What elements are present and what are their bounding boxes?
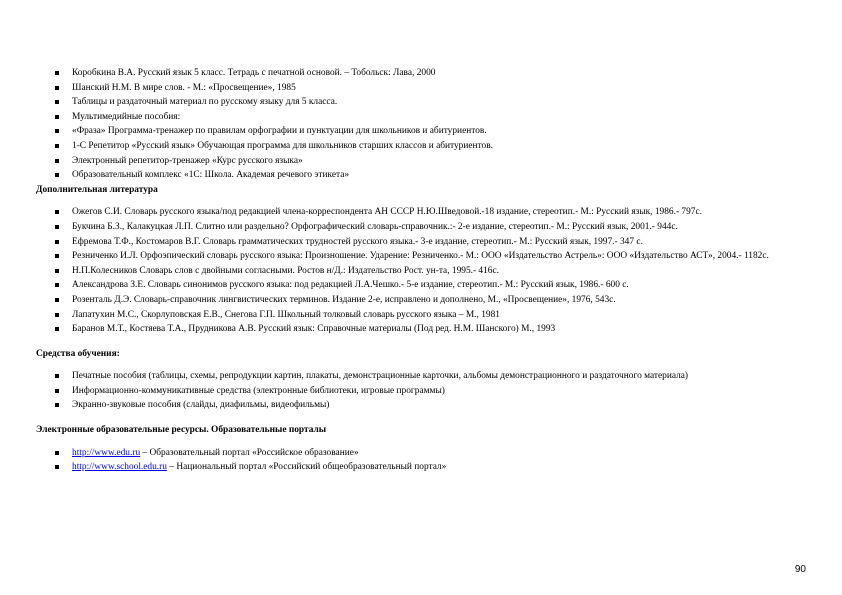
bullet-icon: [55, 269, 59, 273]
school-portal-link[interactable]: http://www.school.edu.ru: [72, 462, 167, 473]
list-item: [36, 446, 806, 461]
list-item: Электронный репетитор-тренажер «Курс русского языка»: [36, 154, 806, 169]
bullet-icon: [55, 115, 59, 119]
bullet-icon: [55, 313, 59, 317]
list-item: Экранно-звуковые пособия (слайды, диафильмы, видеофильмы): [36, 398, 806, 413]
electronic-resources-heading: Электронные образовательные ресурсы. Образовательные порталы: [36, 425, 327, 436]
bullet-icon: [55, 283, 59, 287]
list-item: Мультимедийные пособия:: [36, 110, 806, 125]
list-item: Образовательный комплекс «1С: Школа. Академая речевого этикета»: [36, 168, 806, 183]
list-item: Коробкина В.А. Русский язык 5 класс. Тетрадь с печатной основой. – Тобольск: Лава, 2000: [36, 66, 806, 81]
list-item: Ефремова Т.Ф., Костомаров В.Г. Словарь грамматических трудностей русского языка.- 3-е издание, стереотип.- М.: Русский язык, 1997.- 347 с.: [36, 235, 806, 250]
additional-literature-heading: Дополнительная литература: [36, 184, 158, 195]
list-item: Шанский Н.М. В мире слов. - М.: «Просвещение», 1985: [36, 81, 806, 96]
bullet-icon: [55, 159, 59, 163]
list-item: Печатные пособия (таблицы, схемы, репродукции картин, плакаты, демонстрационные карточки, альбомы демонстрационного и раздаточного материала): [36, 369, 806, 384]
edu-portal-description: – Образовательный портал «Российское образование»: [140, 447, 359, 458]
bullet-icon: [55, 465, 59, 469]
list-item: Информационно-коммуникативные средства (электронные библиотеки, игровые программы): [36, 384, 806, 399]
list-item: Букчина Б.З., Калакуцкая Л.П. Слитно или раздельно? Орфографический словарь-справочник.:- 2-е издание, стереотип.- М.: Русский язык, 2001.- 944с.: [36, 220, 806, 235]
bullet-icon: [55, 129, 59, 133]
spacer: [36, 337, 806, 347]
list-item: [36, 460, 806, 475]
school-portal-description: – Национальный портал «Российский общеобразовательный портал»: [166, 462, 447, 473]
spacer: [36, 197, 806, 205]
bullet-icon: [55, 389, 59, 393]
bullet-icon: [55, 403, 59, 407]
list-item: Розенталь Д.Э. Словарь-справочник лингвистических терминов. Издание 2-е, исправлено и дополнено, М., «Просвещение», 1976, 543с.: [36, 293, 806, 308]
bullet-icon: [55, 86, 59, 90]
additional-literature-list: [36, 205, 806, 336]
bullet-icon: [55, 144, 59, 148]
list-item: Таблицы и раздаточный материал по русскому языку для 5 класса.: [36, 95, 806, 110]
bullet-icon: [55, 71, 59, 75]
bullet-icon: [55, 374, 59, 378]
bullet-icon: [55, 254, 59, 258]
page-content: [36, 66, 806, 475]
portals-list: [36, 446, 806, 475]
bullet-icon: [55, 210, 59, 214]
list-item: 1-С Репетитор «Русский язык» Обучающая программа для школьников старших классов и абитуриентов.: [36, 139, 806, 154]
list-item: Лапатухин М.С., Скорлуповская Е.В., Снегова Г.П. Школьный толковый словарь русского языка – М., 1981: [36, 308, 806, 323]
list-item: «Фраза» Программа-тренажер по правилам орфографии и пунктуации для школьников и абитуриентов.: [36, 124, 806, 139]
page-number: 90: [794, 564, 806, 575]
teaching-means-heading: Средства обучения:: [36, 348, 120, 359]
teaching-means-list: [36, 369, 806, 413]
bullet-icon: [55, 451, 59, 455]
spacer: [36, 361, 806, 369]
bullet-icon: [55, 298, 59, 302]
list-item: Баранов М.Т., Костяева Т.А., Прудникова А.В. Русский язык: Справочные материалы (Под ред. Н.М. Шанского) М., 1993: [36, 322, 806, 337]
edu-portal-link[interactable]: http://www.edu.ru: [72, 447, 141, 458]
bullet-icon: [55, 240, 59, 244]
main-literature-list: [36, 66, 806, 183]
bullet-icon: [55, 100, 59, 104]
list-item: Ожегов С.И. Словарь русского языка/под редакцией члена-корреспондента АН СССР Н.Ю.Шведовой.-18 издание, стереотип.- М.: Русский язык, 1986.- 797с.: [36, 205, 806, 220]
bullet-icon: [55, 327, 59, 331]
list-item: Н.П.Колесников Словарь слов с двойными согласными. Ростов н/Д.: Издательство Рост. ун-та, 1995.- 416с.: [36, 264, 806, 279]
list-item: Александрова З.Е. Словарь синонимов русского языка: под редакцией Л.А.Чешко.- 5-е издание, стереотип.- М.: Русский язык, 1986.- 600 с.: [36, 278, 806, 293]
spacer: [36, 438, 806, 446]
spacer: [36, 413, 806, 423]
bullet-icon: [55, 173, 59, 177]
list-item: Резниченко И.Л. Орфоэпический словарь русского языка: Произношение. Ударение: Резниченко.- М.: ООО «Издательство Астрель»: ООО «Издательство АСТ», 2004.- 1182с.: [36, 249, 806, 264]
bullet-icon: [55, 225, 59, 229]
